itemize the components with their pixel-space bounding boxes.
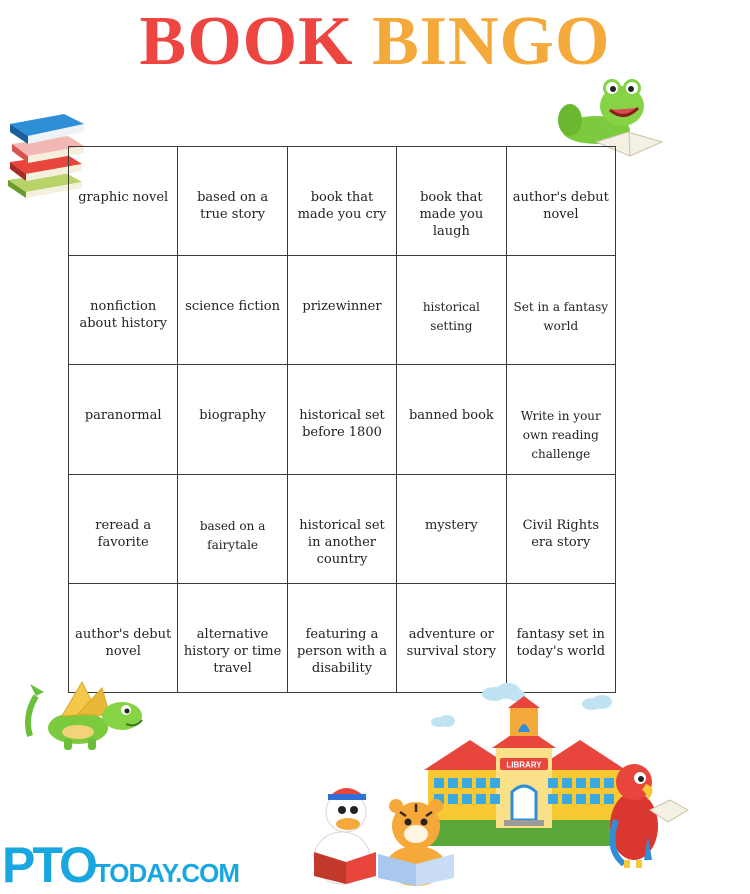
grid-row bbox=[69, 147, 616, 256]
bingo-cell: adventure or survival story bbox=[397, 583, 506, 692]
bingo-cell: fantasy set in today's world bbox=[506, 583, 615, 692]
bingo-cell: mystery bbox=[397, 474, 506, 583]
bingo-cell: science fiction bbox=[178, 256, 287, 365]
bingo-cell: featuring a person with a disability bbox=[287, 583, 396, 692]
bingo-cell: nonfiction about history bbox=[69, 256, 178, 365]
bingo-cell: historical set in another country bbox=[287, 474, 396, 583]
bingo-cell: author's debut novel bbox=[506, 147, 615, 256]
tiger-reading-icon bbox=[374, 794, 458, 886]
page-title bbox=[0, 2, 750, 82]
bingo-cell: historical set before 1800 bbox=[287, 365, 396, 474]
library-sign: LIBRARY bbox=[506, 760, 542, 770]
bingo-cell: banned book bbox=[397, 365, 506, 474]
bingo-cell: paranormal bbox=[69, 365, 178, 474]
pto-today-logo bbox=[2, 836, 240, 893]
bingo-cell: based on a true story bbox=[178, 147, 287, 256]
dragon-icon bbox=[22, 676, 148, 756]
grid-row bbox=[69, 583, 616, 692]
bingo-cell: author's debut novel bbox=[69, 583, 178, 692]
title-word-bingo: BINGO bbox=[372, 3, 611, 80]
bingo-cell: book that made you cry bbox=[287, 147, 396, 256]
bingo-cell: Write in your own reading challenge bbox=[506, 365, 615, 474]
bingo-cell: book that made you laugh bbox=[397, 147, 506, 256]
bingo-cell: Set in a fantasy world bbox=[506, 256, 615, 365]
logo-main: PTO bbox=[2, 837, 95, 893]
bingo-cell: reread a favorite bbox=[69, 474, 178, 583]
parrot-reading-icon bbox=[600, 760, 690, 870]
logo-suffix: TODAY.COM bbox=[94, 858, 240, 888]
bingo-cell: graphic novel bbox=[69, 147, 178, 256]
grid-row bbox=[69, 256, 616, 365]
title-word-book: BOOK bbox=[139, 3, 354, 80]
bingo-cell: based on a fairytale bbox=[178, 474, 287, 583]
bingo-cell: biography bbox=[178, 365, 287, 474]
grid-row bbox=[69, 365, 616, 474]
bingo-cell: historical setting bbox=[397, 256, 506, 365]
bingo-cell: Civil Rights era story bbox=[506, 474, 615, 583]
bingo-grid bbox=[68, 146, 616, 693]
grid-row bbox=[69, 474, 616, 583]
duck-reading-icon bbox=[306, 782, 380, 886]
bingo-cell: prizewinner bbox=[287, 256, 396, 365]
bingo-cell: alternative history or time travel bbox=[178, 583, 287, 692]
